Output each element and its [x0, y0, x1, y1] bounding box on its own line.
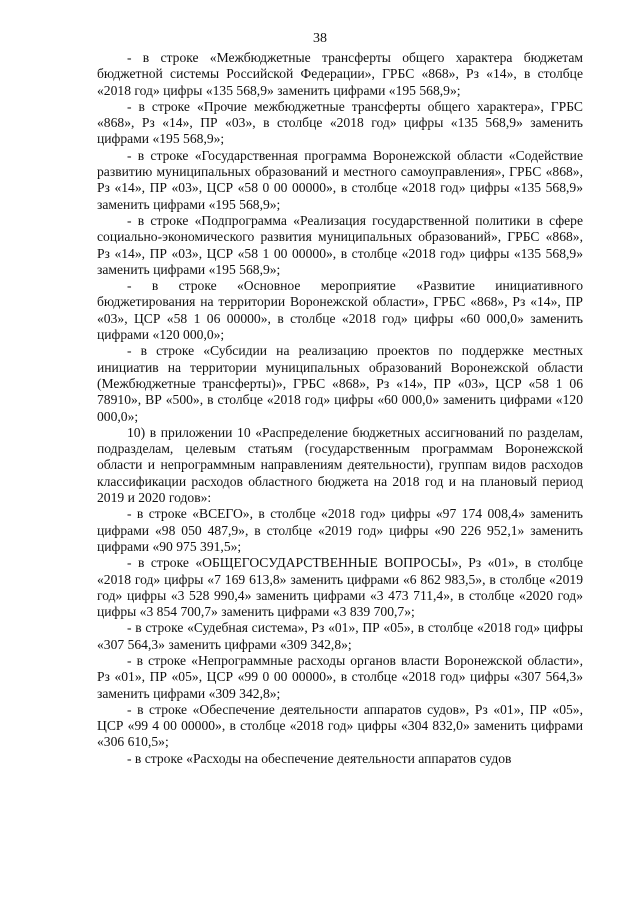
paragraph-court-apparatus-expenses: - в строке «Расходы на обеспечение деятельности аппаратов судов	[127, 750, 512, 766]
paragraph-nonprogram-expenses: - в строке «Непрограммные расходы органов власти Воронежской области», Рз «01», ПР «05», ЦСР «99 0 00 00000», в столбце «2018 год» цифры «307 564,3» заменить цифрами «309 342,8»;	[97, 652, 583, 701]
paragraph-appendix-10: 10) в приложении 10 «Распределение бюджетных ассигнований по разделам, подразделам, целевым статьям (государственным программам Воронежской области и непрограммным направлениям деятельности), группам видов расходов классификации расходов областного бюджета на 2018 год и на плановый период 2019 и 2020 годов»:	[97, 424, 583, 506]
paragraph-judicial-system: - в строке «Судебная система», Рз «01», ПР «05», в столбце «2018 год» цифры «307 564,3» заменить цифрами «309 342,8»;	[97, 620, 583, 652]
paragraph-other-transfers: - в строке «Прочие межбюджетные трансферты общего характера», ГРБС «868», Рз «14», ПР «03», в столбце «2018 год» цифры «135 568,9» заменить цифрами «195 568,9»;	[97, 98, 583, 147]
paragraph-subprogram: - в строке «Подпрограмма «Реализация государственной политики в сфере социально-экономического развития муниципальных образований», ГРБС «868», Рз «14», ПР «03», ЦСР «58 1 00 00000», в столбце «2018 год» цифры «135 568,9» заменить цифрами «195 568,9»;	[97, 212, 583, 277]
paragraph-total: - в строке «ВСЕГО», в столбце «2018 год» цифры «97 174 008,4» заменить цифрами «98 050 487,9», в столбце «2019 год» цифры «90 226 952,1» заменить цифрами «90 975 391,5»;	[97, 506, 583, 554]
paragraph-general-state-issues: - в строке «ОБЩЕГОСУДАРСТВЕННЫЕ ВОПРОСЫ», Рз «01», в столбце «2018 год» цифры «7 169 613,8» заменить цифрами «6 862 983,5», в столбце «2019 год» цифры «3 528 990,4» заменить цифрами «3 473 711,4», в столбце «2020 год» цифры «3 854 700,7» заменить цифрами «3 839 700,7»;	[97, 555, 583, 620]
paragraph-subsidies: - в строке «Субсидии на реализацию проектов по поддержке местных инициатив на территории муниципальных образований Воронежской области (Межбюджетные трансферты)», ГРБС «868», Рз «14», ПР «03», ЦСР «58 1 06 78910», ВР «500», в столбце «2018 год» цифры «60 000,0» заменить цифрами «120 000,0»;	[97, 343, 583, 424]
page-number: 38	[313, 31, 327, 46]
paragraph-court-apparatus: - в строке «Обеспечение деятельности аппаратов судов», Рз «01», ПР «05», ЦСР «99 4 00 00000», в столбце «2018 год» цифры «304 832,0» заменить цифрами «306 610,5»;	[97, 701, 583, 750]
paragraph-state-program: - в строке «Государственная программа Воронежской области «Содействие развитию муниципальных образований и местного самоуправления», ГРБС «868», Рз «14», ПР «03», ЦСР «58 0 00 00000», в столбце «2018 год» цифры «135 568,9» заменить цифрами «195 568,9»;	[97, 147, 583, 212]
paragraph-interbudget-transfers: - в строке «Межбюджетные трансферты общего характера бюджетам бюджетной системы Российской Федерации», ГРБС «868», Рз «14», в столбце «2018 год» цифры «135 568,9» заменить цифрами «195 568,9»;	[97, 50, 583, 98]
paragraph-main-activity: - в строке «Основное мероприятие «Развитие инициативного бюджетирования на территории Воронежской области», ГРБС «868», Рз «14», ПР «03», ЦСР «58 1 06 00000», в столбце «2018 год» цифры «60 000,0» заменить цифрами «120 000,0»;	[97, 278, 583, 343]
document-body	[97, 50, 583, 767]
